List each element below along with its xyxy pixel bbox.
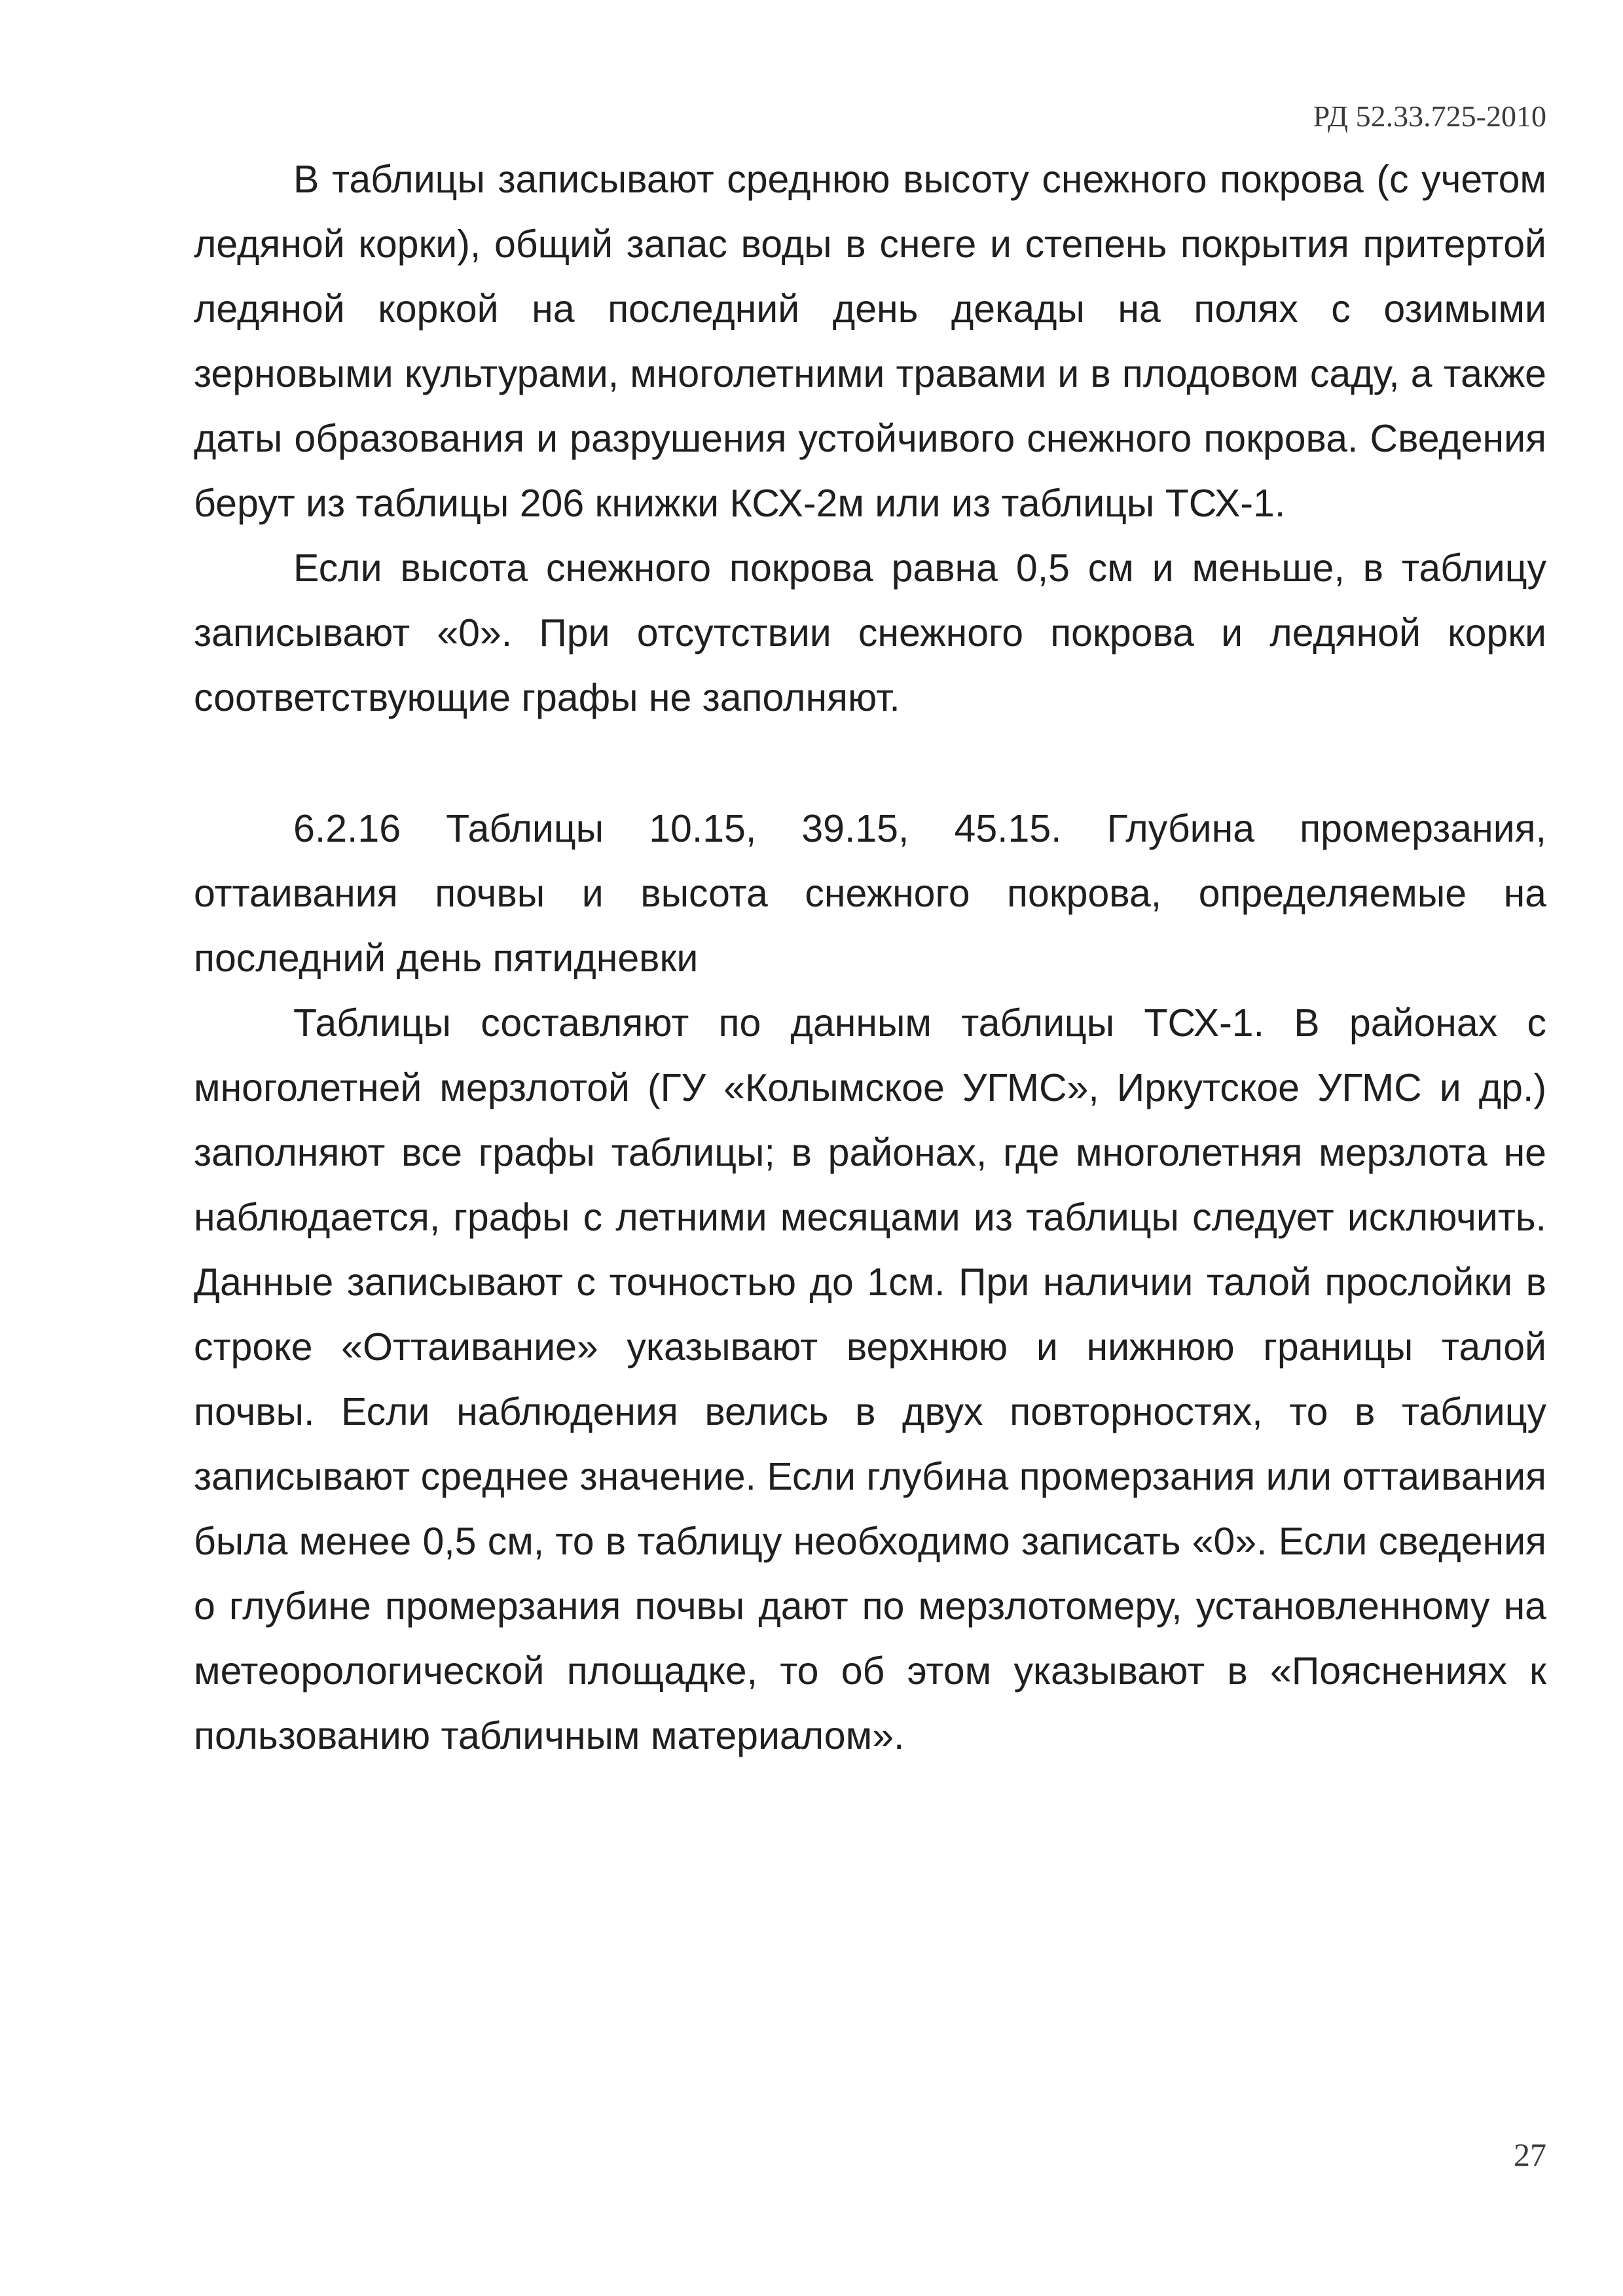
paragraph-snow-tables: В таблицы записывают среднюю высоту снежного покрова (с учетом ледяной корки), общий запас воды в снеге и степень покрытия притертой ледяной коркой на последний день декады на полях с озимыми зерновыми культурами, многолетними травами и в плодовом саду, а также даты образования и разрушения устойчивого снежного покрова. Сведения берут из таблицы 206 книжки КСХ-2м или из таблицы ТСХ-1.: [194, 158, 1546, 525]
paragraph-snow-zero-rule: Если высота снежного покрова равна 0,5 см и меньше, в таблицу записывают «0». При отсутствии снежного покрова и ледяной корки соответствующие графы не заполняют.: [194, 547, 1546, 719]
page-number: 27: [1514, 2136, 1546, 2173]
section-heading-6-2-16: 6.2.16 Таблицы 10.15, 39.15, 45.15. Глубина промерзания, оттаивания почвы и высота снежного покрова, определяемые на последний день пятидневки: [194, 807, 1546, 980]
document-code: РД 52.33.725-2010: [1313, 99, 1546, 133]
page-body: [194, 147, 1546, 1768]
paragraph-freezing-depth: Таблицы составляют по данным таблицы ТСХ-1. В районах с многолетней мерзлотой (ГУ «Колымское УГМС», Иркутское УГМС и др.) заполняют все графы таблицы; в районах, где многолетняя мерзлота не наблюдается, графы с летними месяцами из таблицы следует исключить. Данные записывают с точностью до 1см. При наличии талой прослойки в строке «Оттаивание» указывают верхнюю и нижнюю границы талой почвы. Если наблюдения велись в двух повторностях, то в таблицу записывают среднее значение. Если глубина промерзания или оттаивания была менее 0,5 см, то в таблицу необходимо записать «0». Если сведения о глубине промерзания почвы дают по мерзлотомеру, установленному на метеорологической площадке, то об этом указывают в «Пояснениях к пользованию табличным материалом».: [194, 1001, 1546, 1757]
